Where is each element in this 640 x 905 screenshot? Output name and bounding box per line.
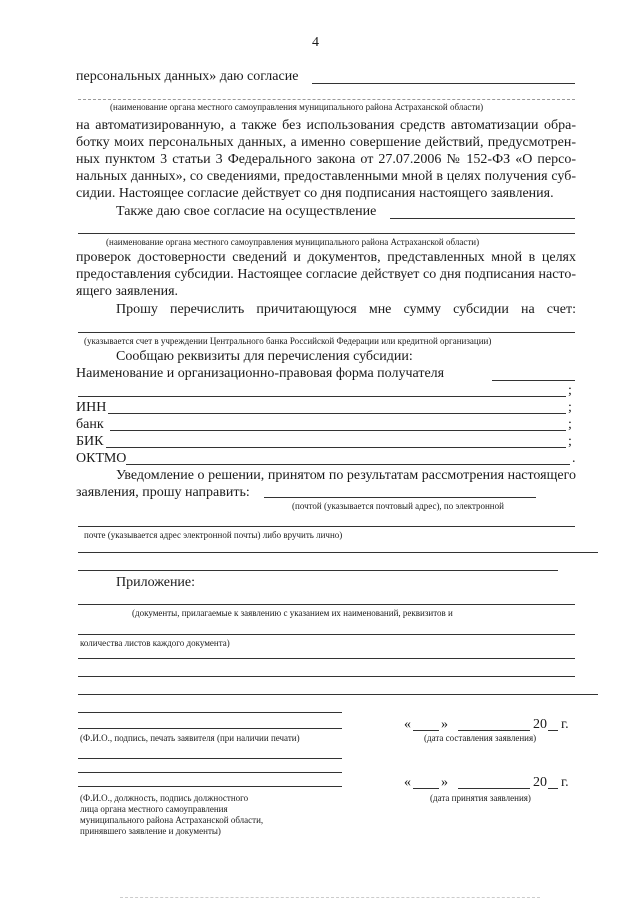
- applicant-signature-line-b[interactable]: [78, 728, 342, 729]
- authority-name-line-2b[interactable]: [78, 233, 575, 234]
- recipient-label: Наименование и организационно-правовая форма получателя: [76, 366, 445, 381]
- applicant-quote-close: »: [441, 717, 448, 732]
- official-day-field[interactable]: [413, 788, 439, 789]
- oktmo-field-line[interactable]: [126, 464, 570, 465]
- bik-label: БИК: [76, 434, 104, 449]
- recipient-semicolon: ;: [568, 383, 572, 398]
- notification-field-line-d[interactable]: [78, 570, 558, 571]
- verification-line-1: проверок достоверности сведений и документов, представленных мной в целях: [76, 250, 576, 265]
- authority-caption-1: (наименование органа местного самоуправления муниципального района Астраханской области): [110, 102, 484, 112]
- inn-field-line[interactable]: [108, 413, 566, 414]
- authority-name-line-1[interactable]: [312, 83, 575, 84]
- verification-line-2: предоставления субсидии. Настоящее согласие действует со дня подписания насто-: [76, 267, 576, 282]
- inn-label: ИНН: [76, 400, 107, 415]
- consent-line-4: нальных данных», со сведениями, предоставленными мной в целях получения суб-: [76, 169, 576, 184]
- applicant-quote-open: «: [404, 717, 411, 732]
- bik-field-line[interactable]: [106, 447, 566, 448]
- authority-name-line-2a[interactable]: [390, 218, 575, 219]
- consent-lead: персональных данных» даю согласие: [76, 69, 299, 84]
- attachment-field-line-a[interactable]: [78, 604, 575, 605]
- official-quote-close: »: [441, 775, 448, 790]
- recipient-field-line-a[interactable]: [492, 380, 575, 381]
- official-year-prefix: 20: [533, 775, 547, 790]
- bank-label: банк: [76, 417, 104, 432]
- applicant-year-field[interactable]: [548, 730, 558, 731]
- notification-line-2: заявления, прошу направить:: [76, 485, 250, 500]
- official-month-field[interactable]: [458, 788, 530, 789]
- official-quote-open: «: [404, 775, 411, 790]
- attachment-heading: Приложение:: [116, 575, 196, 590]
- attachment-caption-2: количества листов каждого документа): [80, 638, 230, 648]
- page-number: 4: [312, 35, 319, 50]
- official-date-caption: (дата принятия заявления): [430, 793, 531, 803]
- notification-field-line-c[interactable]: [78, 552, 598, 553]
- oktmo-period: .: [572, 451, 576, 466]
- official-signature-line-a[interactable]: [78, 758, 342, 759]
- attachment-caption-1: (документы, прилагаемые к заявлению с указанием их наименований, реквизитов и: [132, 608, 453, 618]
- requisites-heading: Сообщаю реквизиты для перечисления субсидии:: [116, 349, 413, 364]
- attachment-field-line-d[interactable]: [78, 676, 575, 677]
- official-signature-line-b[interactable]: [78, 772, 342, 773]
- notification-field-line-a[interactable]: [264, 497, 536, 498]
- account-field-line[interactable]: [78, 332, 575, 333]
- attachment-field-line-e[interactable]: [78, 694, 598, 695]
- dashed-line: [78, 99, 575, 100]
- consent-line-5: сидии. Настоящее согласие действует со дня подписания настоящего заявления.: [76, 186, 554, 201]
- account-caption: (указывается счет в учреждении Центрального банка Российской Федерации или кредитной организации): [84, 336, 492, 346]
- recipient-field-line-b[interactable]: [78, 396, 566, 397]
- notification-caption-2: почте (указывается адрес электронной почты) либо вручить лично): [84, 530, 343, 540]
- official-year-suffix: г.: [561, 775, 569, 790]
- applicant-signature-line-a[interactable]: [78, 712, 342, 713]
- notification-field-line-b[interactable]: [78, 526, 575, 527]
- bik-semicolon: ;: [568, 434, 572, 449]
- official-caption-1: (Ф.И.О., должность, подпись должностного: [80, 793, 249, 803]
- applicant-caption: (Ф.И.О., подпись, печать заявителя (при наличии печати): [80, 733, 300, 743]
- verification-lead: Также даю свое согласие на осуществление: [116, 204, 377, 219]
- official-caption-3: муниципального района Астраханской области,: [80, 815, 264, 825]
- bank-field-line[interactable]: [110, 430, 566, 431]
- attachment-field-line-c[interactable]: [78, 658, 575, 659]
- attachment-field-line-b[interactable]: [78, 634, 575, 635]
- consent-line-3: ных пунктом 3 статьи 3 Федерального закона от 27.07.2006 № 152-ФЗ «О персо-: [76, 152, 576, 167]
- notification-line-1: Уведомление о решении, принятом по результатам рассмотрения настоящего: [116, 468, 576, 483]
- official-signature-line-c[interactable]: [78, 786, 342, 787]
- inn-semicolon: ;: [568, 400, 572, 415]
- applicant-year-suffix: г.: [561, 717, 569, 732]
- official-caption-2: лица органа местного самоуправления: [80, 804, 228, 814]
- bank-semicolon: ;: [568, 417, 572, 432]
- applicant-month-field[interactable]: [458, 730, 530, 731]
- applicant-day-field[interactable]: [413, 730, 439, 731]
- scan-edge-line: [120, 897, 540, 898]
- official-caption-4: принявшего заявление и документы): [80, 826, 221, 836]
- consent-line-1: на автоматизированную, а также без использования средств автоматизации обра-: [76, 118, 576, 133]
- transfer-request-text: Прошу перечислить причитающуюся мне сумму субсидии на счет:: [116, 302, 576, 317]
- authority-caption-2: (наименование органа местного самоуправления муниципального района Астраханской области): [106, 237, 480, 247]
- verification-line-3: ящего заявления.: [76, 284, 179, 299]
- applicant-date-caption: (дата составления заявления): [424, 733, 537, 743]
- official-year-field[interactable]: [548, 788, 558, 789]
- notification-caption-1: (почтой (указывается почтовый адрес), по электронной: [292, 501, 504, 511]
- applicant-year-prefix: 20: [533, 717, 547, 732]
- consent-line-2: ботку моих персональных данных, а именно совершение действий, предусмотрен-: [76, 135, 576, 150]
- oktmo-label: ОКТМО: [76, 451, 127, 466]
